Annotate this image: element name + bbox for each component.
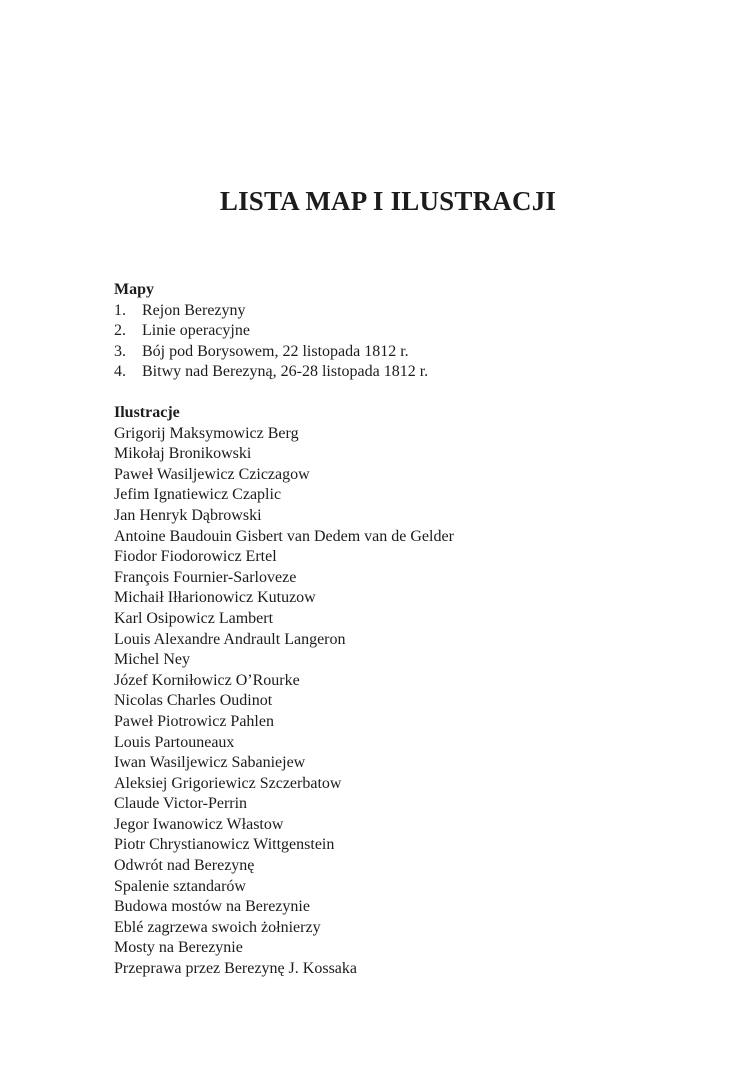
map-item-number: 3. bbox=[114, 342, 126, 360]
illustration-item: Fiodor Fiodorowicz Ertel bbox=[114, 548, 277, 566]
maps-heading: Mapy bbox=[114, 281, 154, 298]
illustration-item: Mosty na Berezynie bbox=[114, 939, 243, 957]
illustration-item: Odwrót nad Berezynę bbox=[114, 857, 255, 875]
illustration-item: Iwan Wasiljewicz Sabaniejew bbox=[114, 754, 306, 772]
illustration-item: Jefim Ignatiewicz Czaplic bbox=[114, 486, 282, 504]
illustration-item: Antoine Baudouin Gisbert van Dedem van de Gelder bbox=[114, 527, 454, 545]
map-item bbox=[114, 301, 714, 322]
illustration-item: François Fournier-Sarloveze bbox=[114, 568, 297, 586]
illustration-item: Piotr Chrystianowicz Wittgenstein bbox=[114, 836, 335, 854]
map-item-number: 2. bbox=[114, 322, 126, 340]
illustration-item: Louis Alexandre Andrault Langeron bbox=[114, 630, 346, 648]
illustration-item: Aleksiej Grigoriewicz Szczerbatow bbox=[114, 774, 342, 792]
illustration-item: Grigorij Maksymowicz Berg bbox=[114, 424, 299, 442]
illustrations-section bbox=[114, 403, 714, 980]
illustration-item: Budowa mostów na Berezynie bbox=[114, 898, 310, 916]
illustration-item: Karl Osipowicz Lambert bbox=[114, 609, 274, 627]
illustration-item: Nicolas Charles Oudinot bbox=[114, 692, 273, 710]
maps-list bbox=[114, 301, 714, 383]
map-item-text: Bój pod Borysowem, 22 listopada 1812 r. bbox=[142, 342, 409, 360]
illustration-item: Michaił Iłłarionowicz Kutuzow bbox=[114, 589, 316, 607]
maps-section bbox=[114, 280, 714, 383]
illustration-item: Louis Partouneaux bbox=[114, 733, 235, 751]
map-item bbox=[114, 321, 714, 342]
illustration-item: Józef Korniłowicz O’Rourke bbox=[114, 671, 300, 689]
map-item bbox=[114, 342, 714, 363]
illustration-item: Eblé zagrzewa swoich żołnierzy bbox=[114, 918, 321, 936]
illustration-item: Mikołaj Bronikowski bbox=[114, 445, 252, 463]
illustrations-heading: Ilustracje bbox=[114, 404, 180, 421]
map-item bbox=[114, 362, 714, 383]
map-item-text: Linie operacyjne bbox=[142, 322, 250, 340]
illustration-item: Jan Henryk Dąbrowski bbox=[114, 506, 262, 524]
map-item-text: Rejon Berezyny bbox=[142, 301, 246, 319]
map-item-number: 1. bbox=[114, 301, 126, 319]
illustration-item: Claude Victor-Perrin bbox=[114, 795, 248, 813]
map-item-number: 4. bbox=[114, 363, 126, 381]
illustration-item: Michel Ney bbox=[114, 651, 190, 669]
map-item-text: Bitwy nad Berezyną, 26-28 listopada 1812 r. bbox=[142, 363, 429, 381]
page-title: LISTA MAP I ILUSTRACJI bbox=[219, 186, 557, 216]
illustration-item: Paweł Wasiljewicz Cziczagow bbox=[114, 465, 310, 483]
illustration-item: Spalenie sztandarów bbox=[114, 877, 246, 895]
illustration-item: Jegor Iwanowicz Włastow bbox=[114, 815, 284, 833]
illustrations-list bbox=[114, 424, 714, 980]
illustration-item: Paweł Piotrowicz Pahlen bbox=[114, 712, 274, 730]
illustration-item: Przeprawa przez Berezynę J. Kossaka bbox=[114, 960, 357, 978]
